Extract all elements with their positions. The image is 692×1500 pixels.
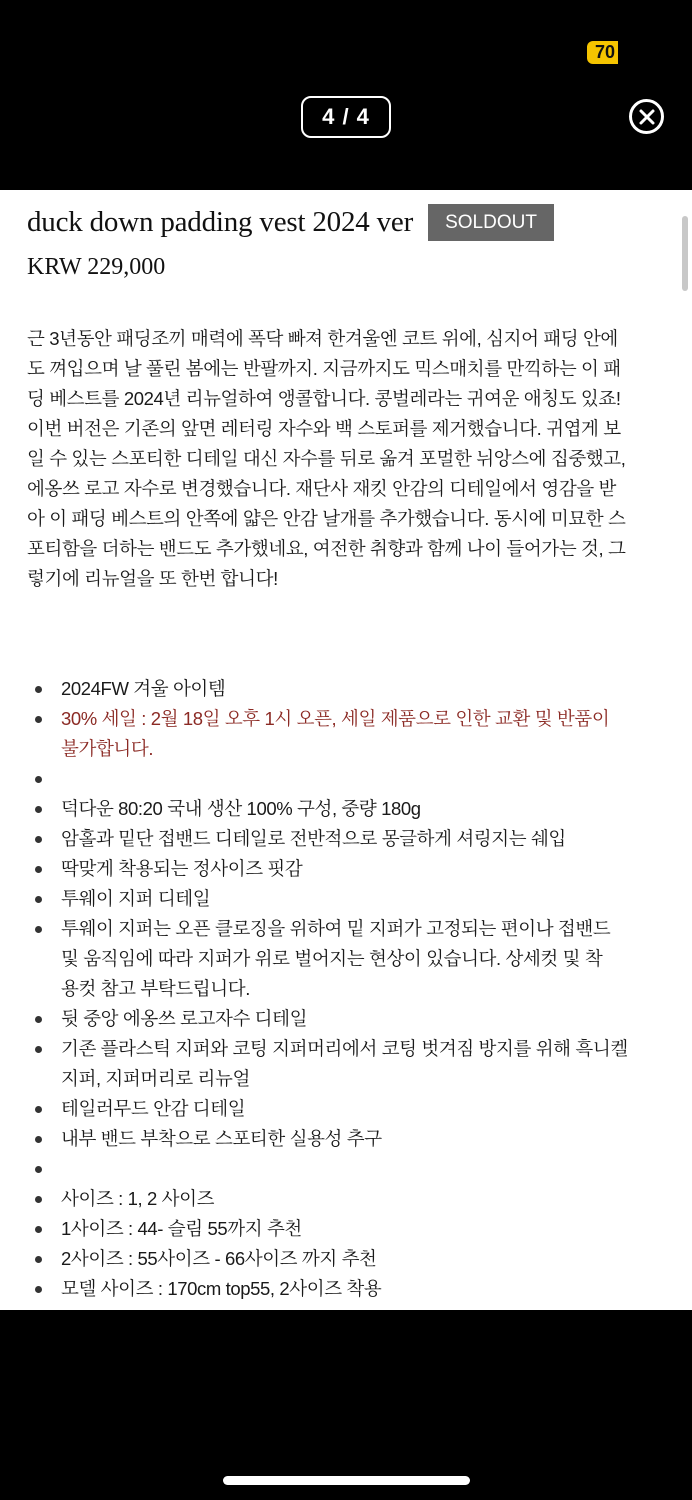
list-item-text: 덕다운 80:20 국내 생산 100% 구성, 중량 180g [61,798,421,819]
close-icon [638,108,656,126]
list-item [34,1214,674,1244]
list-item-empty [34,1154,674,1184]
list-item [34,1184,674,1214]
description-line: 아 이 패딩 베스트의 안쪽에 얇은 안감 날개를 추가했습니다. 동시에 미묘한 스 [27,508,626,529]
list-item-text: 불가합니다. [61,738,154,759]
list-item [34,1034,674,1094]
list-item [34,824,674,854]
product-title: duck down padding vest 2024 ver [27,206,414,238]
list-item-text: 테일러무드 안감 디테일 [61,1098,246,1119]
list-item-text: 뒷 중앙 에옹쓰 로고자수 디테일 [61,1008,308,1029]
viewer-top-bar [0,0,692,190]
list-item-text: 2사이즈 : 55사이즈 - 66사이즈 까지 추천 [61,1248,377,1269]
list-item-text: 내부 밴드 부착으로 스포티한 실용성 추구 [61,1128,382,1149]
page-counter: 4 / 4 [301,96,391,138]
list-item [34,794,674,824]
description-line: 이번 버전은 기존의 앞면 레터링 자수와 백 스토퍼를 제거했습니다. 귀엽게 보 [27,418,621,439]
title-row [27,202,554,242]
list-item [34,1124,674,1154]
feature-list [34,674,674,1304]
description-line: 포티함을 더하는 밴드도 추가했네요, 여전한 취향과 함께 나이 들어가는 것, 그 [27,538,626,559]
product-page-screenshot [0,190,692,1310]
product-description [27,324,667,594]
list-item [34,1004,674,1034]
home-indicator[interactable] [223,1476,470,1485]
status-badge: SOLDOUT [428,204,554,241]
list-item-text: 1사이즈 : 44- 슬림 55까지 추천 [61,1218,302,1239]
description-line: 에옹쓰 로고 자수로 변경했습니다. 재단사 재킷 안감의 디테일에서 영감을 받 [27,478,617,499]
description-line: 렇기에 리뉴얼을 또 한번 합니다! [27,568,278,589]
product-price: KRW 229,000 [27,254,166,280]
list-item-text: 암홀과 밑단 접밴드 디테일로 전반적으로 몽글하게 셔링지는 쉐입 [61,828,566,849]
description-line: 일 수 있는 스포티한 디테일 대신 자수를 뒤로 옮겨 포멀한 뉘앙스에 집중했고, [27,448,626,469]
sale-notice-item [34,704,674,764]
list-item [34,914,674,1004]
list-item [34,674,674,704]
list-item-text: 및 움직임에 따라 지퍼가 위로 벌어지는 현상이 있습니다. 상세컷 및 착 [61,948,603,969]
list-item-text: 기존 플라스틱 지퍼와 코팅 지퍼머리에서 코팅 벗겨짐 방지를 위해 흑니켈 [61,1038,628,1059]
description-line: 근 3년동안 패딩조끼 매력에 폭닥 빠져 한겨울엔 코트 위에, 심지어 패딩 안에 [27,328,618,349]
list-item-text: 사이즈 : 1, 2 사이즈 [61,1188,215,1209]
list-item-text: 지퍼, 지퍼머리로 리뉴얼 [61,1068,250,1089]
list-item [34,1274,674,1304]
notification-badge: 70 [587,41,618,64]
list-item-text: 용컷 참고 부탁드립니다. [61,978,250,999]
list-item-text: 투웨이 지퍼는 오픈 클로징을 위하여 밑 지퍼가 고정되는 편이나 접밴드 [61,918,611,939]
list-item [34,1094,674,1124]
description-line: 딩 베스트를 2024년 리뉴얼하여 앵콜합니다. 콩벌레라는 귀여운 애칭도 있죠! [27,388,621,409]
list-item-text: 30% 세일 : 2월 18일 오후 1시 오픈, 세일 제품으로 인한 교환 및 반품이 [61,708,610,729]
list-item-empty [34,764,674,794]
close-button[interactable] [629,99,664,134]
list-item [34,884,674,914]
list-item-text: 딱맞게 착용되는 정사이즈 핏감 [61,858,303,879]
list-item-text: 모델 사이즈 : 170cm top55, 2사이즈 착용 [61,1278,382,1299]
list-item [34,854,674,884]
list-item-text: 2024FW 겨울 아이템 [61,678,226,699]
description-line: 도 껴입으며 날 풀린 봄에는 반팔까지. 지금까지도 믹스매치를 만끽하는 이 패 [27,358,621,379]
list-item [34,1244,674,1274]
scrollbar[interactable] [682,216,688,291]
list-item-text: 투웨이 지퍼 디테일 [61,888,211,909]
